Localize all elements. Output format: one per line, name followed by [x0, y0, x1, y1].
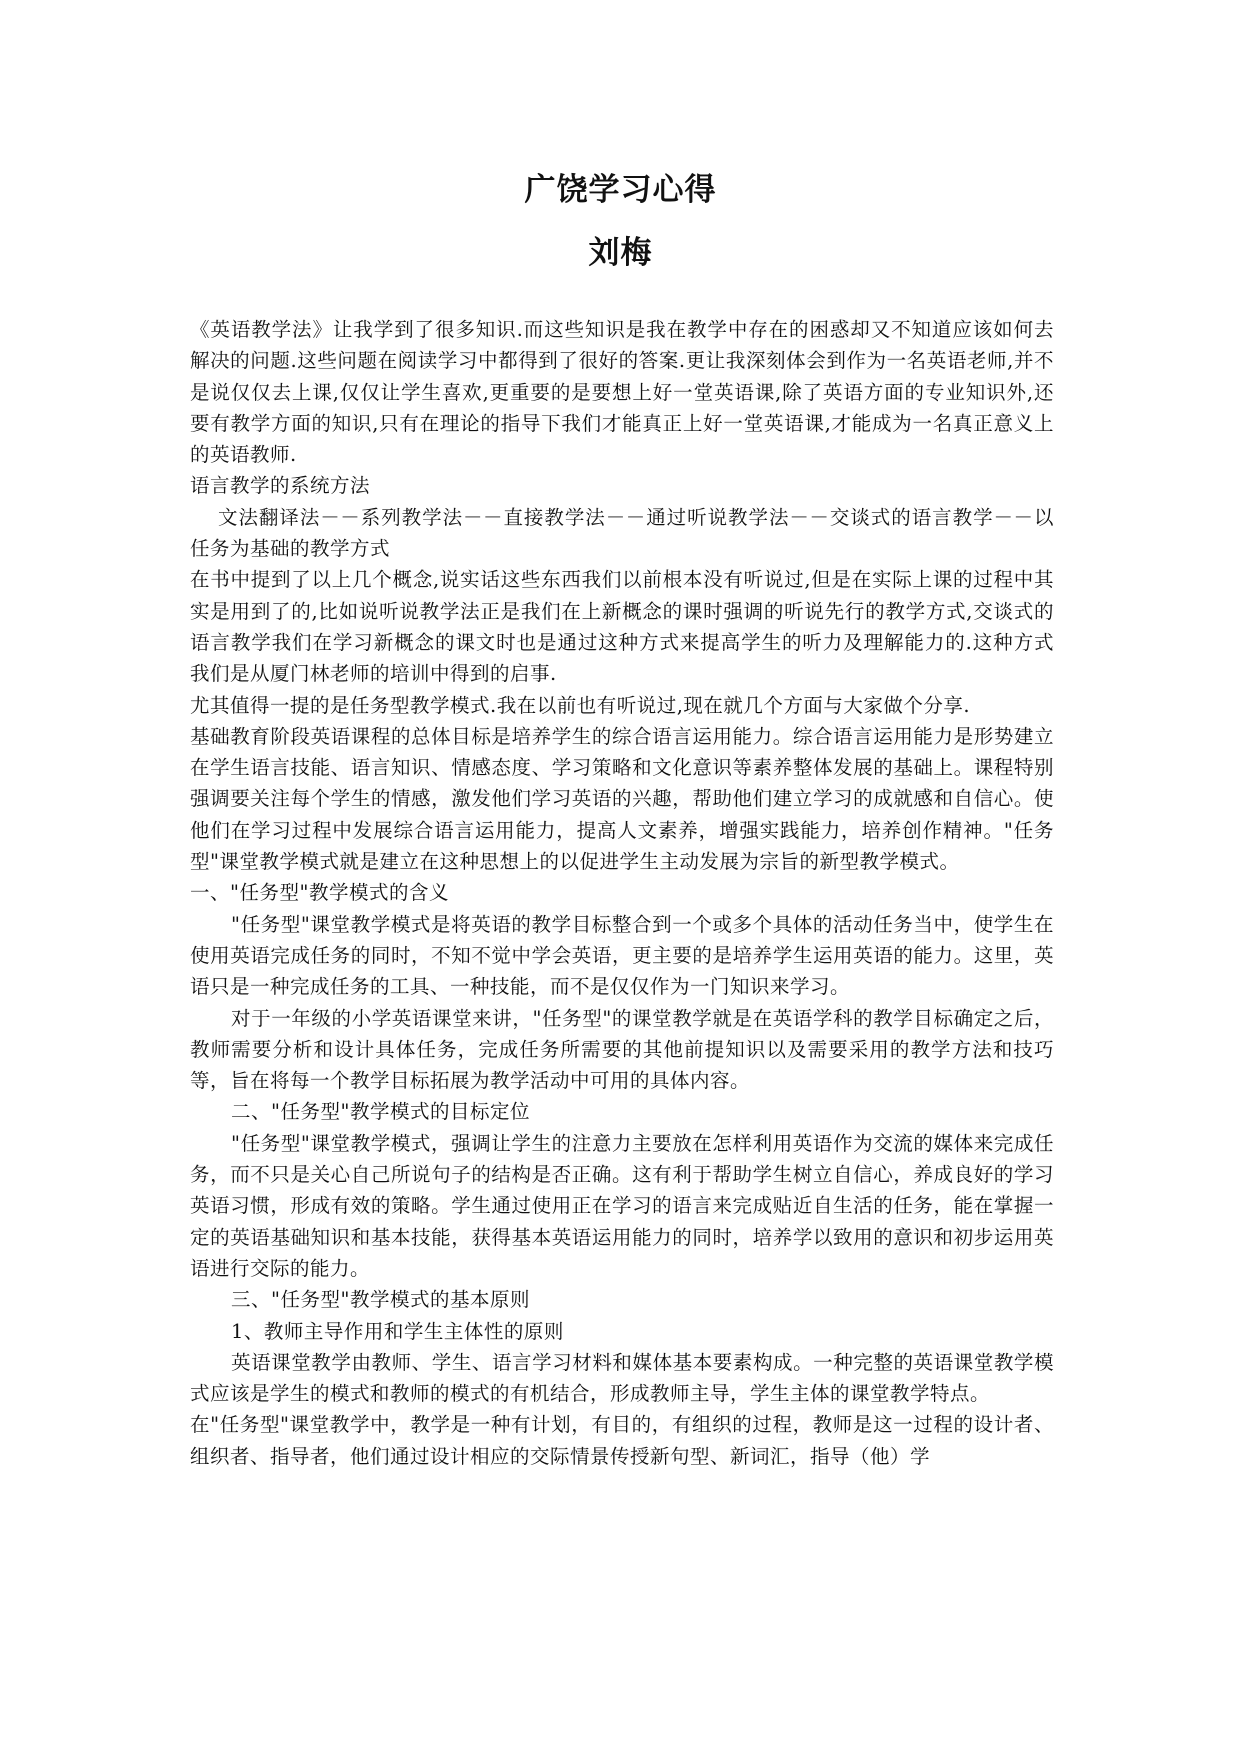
document-body: [190, 314, 1054, 1472]
paragraph-goals: 基础教育阶段英语课程的总体目标是培养学生的综合语言运用能力。综合语言运用能力是形势建立在学生语言技能、语言知识、情感态度、学习策略和文化意识等素养整体发展的基础上。课程特别强调要关注每个学生的情感，激发他们学习英语的兴趣，帮助他们建立学习的成就感和自信心。使他们在学习过程中发展综合语言运用能力，提高人文素养，增强实践能力，培养创作精神。"任务型"课堂教学模式就是建立在这种思想上的以促进学生主动发展为宗旨的新型教学模式。: [190, 724, 1054, 874]
section-heading-methods: 语言教学的系统方法: [190, 474, 371, 498]
paragraph-positioning: "任务型"课堂教学模式，强调让学生的注意力主要放在怎样利用英语作为交流的媒体来完成任务，而不只是关心自己所说句子的结构是否正确。这有利于帮助学生树立自信心，养成良好的学习英语习惯，形成有效的策略。学生通过使用正在学习的语言来完成贴近自生活的任务，能在掌握一定的英语基础知识和基本技能，获得基本英语运用能力的同时，培养学以致用的意识和初步运用英语进行交际的能力。: [190, 1131, 1054, 1280]
paragraph-teacher-role: 在"任务型"课堂教学中，教学是一种有计划，有目的，有组织的过程，教师是这一过程的设计者、组织者、指导者，他们通过设计相应的交际情景传授新句型、新词汇，指导（他）学: [190, 1413, 1054, 1468]
document-author: 刘梅: [588, 235, 653, 271]
paragraph-grade-one: 对于一年级的小学英语课堂来讲，"任务型"的课堂教学就是在英语学科的教学目标确定之后，教师需要分析和设计具体任务，完成任务所需要的其他前提知识以及需要采用的教学方法和技巧等，旨在将每一个教学目标拓展为教学活动中可用的具体内容。: [190, 1006, 1054, 1093]
paragraph-methods-list: 文法翻译法－－系列教学法－－直接教学法－－通过听说教学法－－交谈式的语言教学－－以任务为基础的教学方式: [190, 505, 1054, 561]
section-heading-2: 二、"任务型"教学模式的目标定位: [231, 1100, 530, 1124]
section-heading-1: 一、"任务型"教学模式的含义: [190, 881, 449, 905]
paragraph-meaning: "任务型"课堂教学模式是将英语的教学目标整合到一个或多个具体的活动任务当中，使学生在使用英语完成任务的同时，不知不觉中学会英语，更主要的是培养学生运用英语的能力。这里，英语只是一种完成任务的工具、一种技能，而不是仅仅作为一门知识来学习。: [190, 912, 1054, 999]
section-heading-3: 三、"任务型"教学模式的基本原则: [231, 1288, 530, 1312]
paragraph-elements: 英语课堂教学由教师、学生、语言学习材料和媒体基本要素构成。一种完整的英语课堂教学模式应该是学生的模式和教师的模式的有机结合，形成教师主导，学生主体的课堂教学特点。: [190, 1350, 1054, 1406]
paragraph-intro: 《英语教学法》让我学到了很多知识.而这些知识是我在教学中存在的困惑却又不知道应该如何去解决的问题.这些问题在阅读学习中都得到了很好的答案.更让我深刻体会到作为一名英语老师,并不是说仅仅去上课,仅仅让学生喜欢,更重要的是要想上好一堂英语课,除了英语方面的专业知识外,还要有教学方面的知识,只有在理论的指导下我们才能真正上好一堂英语课,才能成为一名真正意义上的英语教师.: [190, 318, 1054, 467]
paragraph-task-intro: 尤其值得一提的是任务型教学模式.我在以前也有听说过,现在就几个方面与大家做个分享.: [190, 693, 971, 717]
subsection-heading-1: 1、教师主导作用和学生主体性的原则: [231, 1319, 564, 1343]
document-title: 广饶学习心得: [524, 172, 717, 208]
paragraph-concepts: 在书中提到了以上几个概念,说实话这些东西我们以前根本没有听说过,但是在实际上课的过程中其实是用到了的,比如说听说教学法正是我们在上新概念的课时强调的听说先行的教学方式,交谈式的语言教学我们在学习新概念的课文时也是通过这种方式来提高学生的听力及理解能力的.这种方式我们是从厦门林老师的培训中得到的启事.: [190, 568, 1054, 686]
